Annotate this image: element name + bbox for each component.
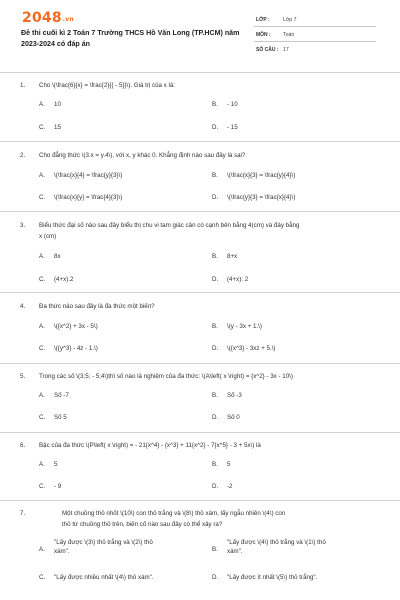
question-number: 5. [20, 373, 26, 380]
option-letter: C. [39, 345, 46, 352]
option-text[interactable]: \(\frac{x}{3} = \frac{y}{4}\) [227, 172, 296, 179]
question-text-line: Một chuồng thỏ nhốt \(10\) con thỏ trắng và \(8\) thỏ xám, lấy ngẫu nhiên \(4\) con [62, 510, 286, 517]
option-text[interactable]: 15 [54, 124, 61, 131]
question-text: Trong các số \(3;5; - 5;4\)thì số nào là nghiệm của đa thức: \(A\left( x \right) = {x^2} - 3x - 10\) [39, 373, 293, 380]
class-label: LỚP : [256, 17, 270, 23]
option-text[interactable]: \(\frac{y}{3} = \frac{x}{4}\) [227, 194, 296, 201]
option-text-line: "Lấy được \(3\) thỏ trắng và \(2\) thỏ [54, 539, 153, 546]
question-text-line: thỏ từ chuồng thỏ trên, biến cố nào sau đây có thể xảy ra? [62, 521, 223, 528]
option-letter: B. [212, 546, 218, 553]
option-text[interactable]: Số 0 [227, 414, 240, 421]
option-letter: C. [39, 276, 46, 283]
option-text[interactable]: \(\frac{x}{4} = \frac{y}{3}\) [54, 172, 123, 179]
question-number: 2. [20, 152, 26, 159]
option-text[interactable]: 8x [54, 253, 61, 260]
option-letter: B. [212, 323, 218, 330]
option-letter: A. [39, 172, 45, 179]
option-letter: B. [212, 392, 218, 399]
question-text: Cho \(\frac{6}{x} = \frac{2}{{ - 5}}\). Giá trị của x là: [39, 82, 176, 89]
option-letter: C. [39, 414, 46, 421]
option-text[interactable]: 8+x [227, 253, 238, 260]
question-number: 6. [20, 442, 26, 449]
option-text[interactable]: (4+x).2 [54, 276, 74, 283]
option-text[interactable]: 5 [54, 461, 58, 468]
option-text[interactable]: Số -3 [227, 392, 242, 399]
site-logo[interactable] [22, 10, 74, 26]
option-letter: C. [39, 124, 46, 131]
meta-divider [254, 41, 376, 42]
meta-divider [254, 26, 376, 27]
question-text-line: x (cm) [39, 233, 57, 240]
class-value: Lớp 7 [283, 17, 297, 23]
exam-title: Đề thi cuối kì 2 Toán 7 Trường THCS Hồ Văn Long (TP.HCM) năm 2023-2024 có đáp án [21, 29, 240, 48]
question-separator [0, 211, 400, 212]
option-text[interactable]: Số -7 [54, 392, 69, 399]
question-number: 3. [20, 222, 26, 229]
question-text: Cho đẳng thức \(3.x = y.4\), với x, y khác 0. Khẳng định nào sau đây là sai? [39, 152, 246, 159]
question-separator [0, 500, 400, 501]
question-text: Bậc của đa thức \(P\left( x \right) = - 21{x^4} - {x^3} + 11{x^2} - 7{x^5} - 3 + 5x\) là [39, 442, 261, 449]
option-text[interactable]: "Lấy được nhiều nhất \(4\) thỏ xám". [54, 574, 154, 581]
option-text[interactable]: - 9 [54, 483, 62, 490]
subject-label: MÔN : [256, 32, 271, 38]
option-letter: B. [212, 101, 218, 108]
option-text[interactable] [54, 538, 153, 556]
option-letter: B. [212, 461, 218, 468]
header-separator [0, 72, 400, 73]
question-text: Đa thức nào sau đây là đa thức một biến? [39, 303, 155, 310]
option-letter: D. [212, 414, 219, 421]
option-letter: D. [212, 276, 219, 283]
question-count-label: SỐ CÂU : [256, 47, 279, 53]
option-text[interactable]: 10 [54, 101, 61, 108]
option-letter: B. [212, 253, 218, 260]
option-text[interactable]: - 15 [227, 124, 238, 131]
option-letter: A. [39, 546, 45, 553]
subject-value: Toán [283, 32, 295, 38]
question-number: 7. [20, 510, 26, 517]
option-text[interactable]: -2 [227, 483, 233, 490]
option-letter: A. [39, 461, 45, 468]
option-letter: D. [212, 194, 219, 201]
option-letter: D. [212, 574, 219, 581]
question-text-line: Biểu thức đại số nào sau đây biểu thị chu vi tam giác cân có cạnh bên bằng 4(cm) và đáy bằng [39, 222, 300, 229]
option-letter: C. [39, 574, 46, 581]
question-number: 4. [20, 303, 26, 310]
question-separator [0, 363, 400, 364]
option-text-line: xám". [227, 548, 243, 555]
option-letter: C. [39, 483, 46, 490]
option-text[interactable]: \(y - 3x + 1.\) [227, 323, 262, 330]
question-number: 1. [20, 82, 26, 89]
option-text[interactable]: \({x^3} - 3xz + 5.\) [227, 345, 276, 352]
option-letter: B. [212, 172, 218, 179]
option-text-line: "Lấy được \(4\) thỏ trắng và \(1\) thỏ [227, 539, 326, 546]
option-text[interactable]: (4+x): 2 [227, 276, 249, 283]
logo-suffix: .vn [62, 16, 74, 23]
question-separator [0, 141, 400, 142]
question-separator [0, 292, 400, 293]
option-text[interactable]: 5 [227, 461, 231, 468]
option-letter: A. [39, 323, 45, 330]
option-text-line: xám". [54, 548, 70, 555]
option-letter: A. [39, 392, 45, 399]
option-letter: D. [212, 124, 219, 131]
option-text[interactable]: Số 5 [54, 414, 67, 421]
option-letter: D. [212, 483, 219, 490]
option-text[interactable] [227, 538, 326, 556]
option-letter: C. [39, 194, 46, 201]
logo-text: 2048 [22, 10, 62, 26]
option-text[interactable]: \({x^2} + 3x - 5\) [54, 323, 98, 330]
option-letter: A. [39, 253, 45, 260]
option-letter: A. [39, 101, 45, 108]
option-text[interactable]: "Lấy được ít nhất \(5\) thỏ trắng". [227, 574, 318, 581]
option-text[interactable]: \(\frac{x}{y} = \frac{4}{3}\) [54, 194, 123, 201]
option-text[interactable]: - 10 [227, 101, 238, 108]
question-separator [0, 432, 400, 433]
option-text[interactable]: \({y^3} - 4z - 1.\) [54, 345, 98, 352]
question-count-value: 17 [283, 47, 289, 53]
option-letter: D. [212, 345, 219, 352]
